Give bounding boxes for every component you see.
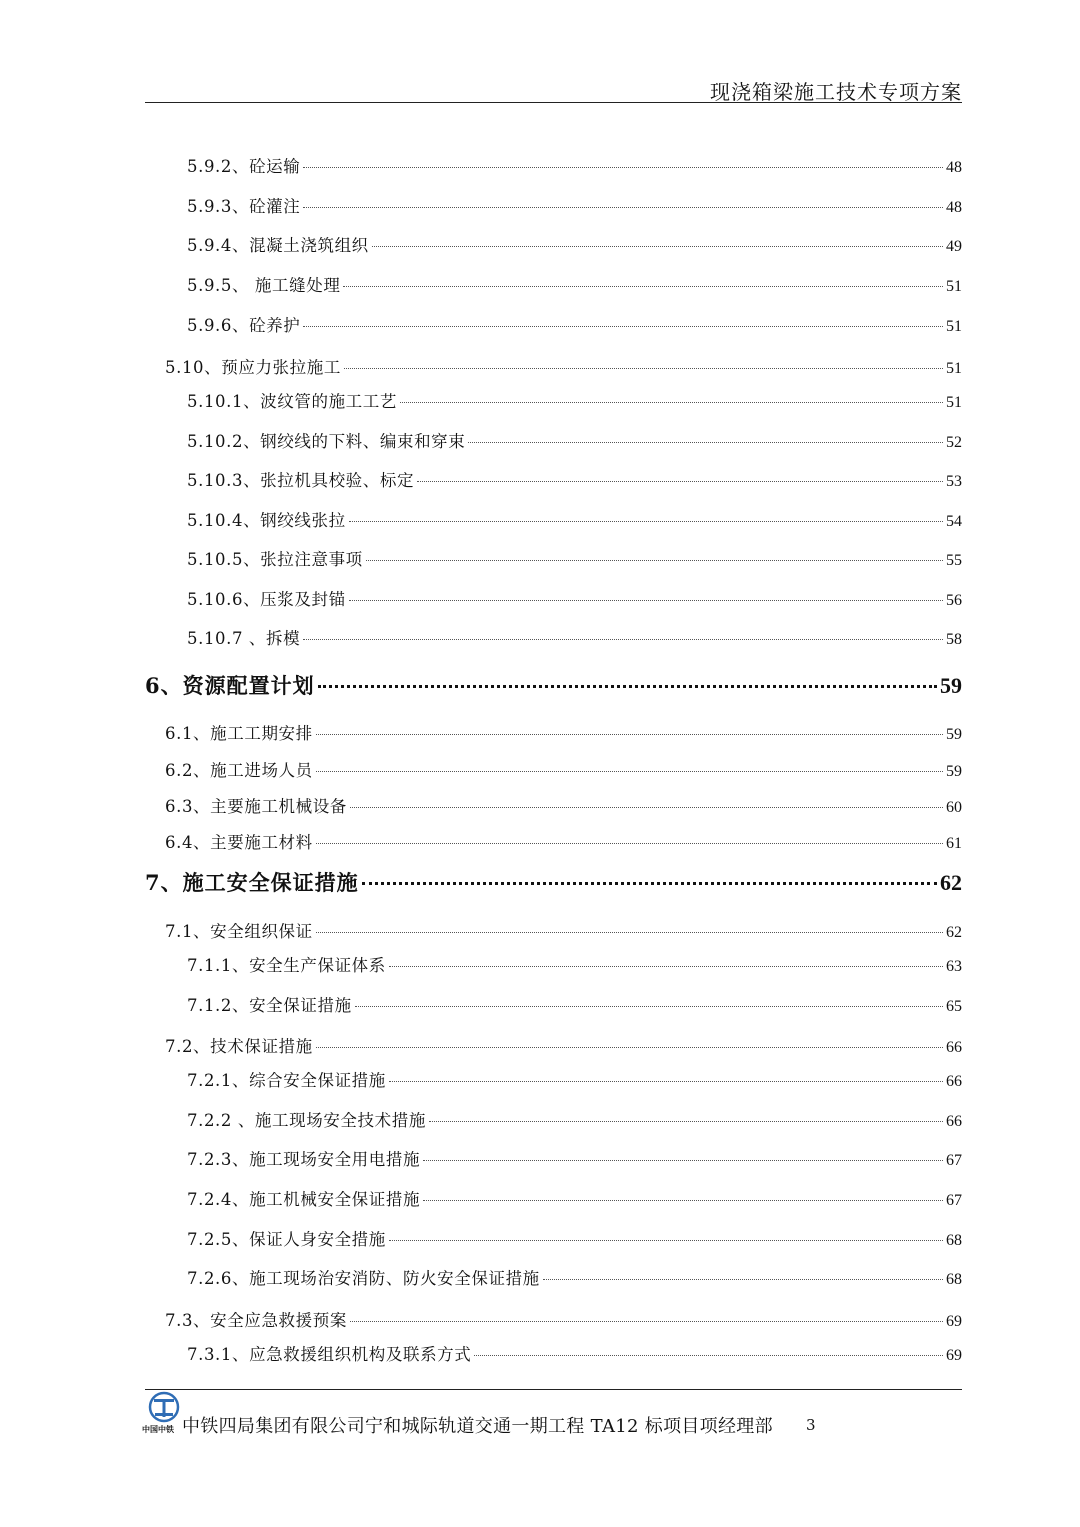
toc-entry[interactable] bbox=[187, 1186, 962, 1210]
toc-entry-page: 69 bbox=[946, 1347, 962, 1364]
toc-entry-label: 5.10、预应力张拉施工 bbox=[165, 358, 341, 377]
toc-entry-label: 5.10.3、张拉机具校验、标定 bbox=[187, 471, 415, 490]
toc-entry-label: 7.2、技术保证措施 bbox=[165, 1037, 313, 1056]
toc-entry-page: 59 bbox=[940, 673, 962, 698]
toc-entry-page: 55 bbox=[946, 552, 962, 569]
header-divider bbox=[145, 102, 962, 103]
toc-entry-label: 7.2.1、综合安全保证措施 bbox=[187, 1071, 386, 1090]
dot-leader bbox=[316, 1047, 943, 1048]
dot-leader bbox=[303, 207, 943, 208]
toc-entry-label: 7.2.6、施工现场治安消防、防火安全保证措施 bbox=[187, 1269, 540, 1288]
toc-entry-label: 7.2.3、施工现场安全用电措施 bbox=[187, 1150, 421, 1169]
toc-entry-page: 49 bbox=[946, 238, 962, 255]
dot-leader bbox=[417, 481, 943, 482]
toc-entry-page: 48 bbox=[946, 159, 962, 176]
toc-entry-label: 5.10.7 、拆模 bbox=[187, 629, 301, 648]
toc-entry-page: 51 bbox=[946, 394, 962, 411]
dot-leader bbox=[389, 1240, 943, 1241]
toc-entry[interactable] bbox=[187, 1341, 962, 1365]
toc-entry-page: 67 bbox=[946, 1152, 962, 1169]
toc-chapter-entry[interactable] bbox=[145, 867, 962, 897]
toc-entry-page: 61 bbox=[946, 835, 962, 852]
dot-leader bbox=[350, 1321, 943, 1322]
toc-entry-label: 5.10.1、波纹管的施工工艺 bbox=[187, 392, 397, 411]
toc-entry-page: 51 bbox=[946, 318, 962, 335]
dot-leader bbox=[303, 639, 943, 640]
toc-entry-label: 5.9.3、砼灌注 bbox=[187, 197, 301, 216]
dot-leader bbox=[429, 1121, 943, 1122]
toc-chapter-entry[interactable] bbox=[145, 670, 962, 700]
toc-entry-label: 7.2.4、施工机械安全保证措施 bbox=[187, 1190, 421, 1209]
toc-entry[interactable] bbox=[187, 1107, 962, 1131]
toc-entry-page: 48 bbox=[946, 199, 962, 216]
footer-divider bbox=[145, 1389, 962, 1390]
toc-entry-label: 5.9.4、混凝土浇筑组织 bbox=[187, 236, 369, 255]
dot-leader bbox=[316, 843, 943, 844]
toc-entry-label: 5.9.6、砼养护 bbox=[187, 316, 301, 335]
toc-entry-label: 7.3.1、应急救援组织机构及联系方式 bbox=[187, 1345, 472, 1364]
toc-entry-page: 66 bbox=[946, 1039, 962, 1056]
toc-entry[interactable] bbox=[187, 232, 962, 256]
dot-leader bbox=[318, 685, 937, 688]
dot-leader bbox=[316, 771, 943, 772]
toc-entry[interactable] bbox=[187, 272, 962, 296]
toc-entry-page: 68 bbox=[946, 1271, 962, 1288]
dot-leader bbox=[474, 1355, 943, 1356]
toc-entry[interactable] bbox=[187, 1067, 962, 1091]
dot-leader bbox=[343, 286, 943, 287]
toc-entry[interactable] bbox=[187, 1265, 962, 1289]
toc-entry-page: 56 bbox=[946, 592, 962, 609]
toc-entry-page: 51 bbox=[946, 360, 962, 377]
toc-entry[interactable] bbox=[165, 1307, 962, 1331]
toc-entry[interactable] bbox=[187, 428, 962, 452]
toc-entry[interactable] bbox=[187, 388, 962, 412]
toc-entry[interactable] bbox=[187, 193, 962, 217]
toc-entry[interactable] bbox=[187, 1146, 962, 1170]
toc-entry-label: 5.10.5、张拉注意事项 bbox=[187, 550, 363, 569]
toc-entry-page: 62 bbox=[940, 870, 962, 895]
toc-entry-page: 66 bbox=[946, 1073, 962, 1090]
toc-entry-label: 7.1、安全组织保证 bbox=[165, 922, 313, 941]
toc-entry-page: 63 bbox=[946, 958, 962, 975]
dot-leader bbox=[362, 882, 937, 885]
dot-leader bbox=[468, 442, 943, 443]
toc-entry-page: 52 bbox=[946, 434, 962, 451]
dot-leader bbox=[372, 246, 943, 247]
dot-leader bbox=[366, 560, 943, 561]
toc-entry[interactable] bbox=[187, 992, 962, 1016]
page-number: 3 bbox=[806, 1416, 816, 1434]
toc-entry[interactable] bbox=[165, 829, 962, 853]
dot-leader bbox=[543, 1279, 943, 1280]
logo-caption: 中国中铁 bbox=[142, 1425, 174, 1434]
toc-entry[interactable] bbox=[165, 1033, 962, 1057]
toc-entry[interactable] bbox=[165, 720, 962, 744]
dot-leader bbox=[423, 1160, 943, 1161]
toc-entry[interactable] bbox=[165, 793, 962, 817]
toc-entry[interactable] bbox=[165, 918, 962, 942]
toc-entry[interactable] bbox=[165, 354, 962, 378]
toc-entry-label: 7.1.1、安全生产保证体系 bbox=[187, 956, 386, 975]
toc-entry-page: 67 bbox=[946, 1192, 962, 1209]
toc-entry-page: 54 bbox=[946, 513, 962, 530]
dot-leader bbox=[400, 402, 943, 403]
footer-organization: 中铁四局集团有限公司宁和城际轨道交通一期工程 TA12 标项目项经理部 bbox=[182, 1416, 773, 1437]
toc-entry-label: 7、施工安全保证措施 bbox=[145, 870, 359, 895]
dot-leader bbox=[389, 966, 943, 967]
toc-entry-label: 6.4、主要施工材料 bbox=[165, 833, 313, 852]
toc-entry[interactable] bbox=[187, 312, 962, 336]
toc-entry-label: 5.10.6、压浆及封锚 bbox=[187, 590, 346, 609]
toc-entry[interactable] bbox=[187, 625, 962, 649]
toc-entry[interactable] bbox=[187, 1226, 962, 1250]
page-header-title: 现浇箱梁施工技术专项方案 bbox=[710, 80, 962, 104]
toc-entry-label: 5.10.2、钢绞线的下料、编束和穿束 bbox=[187, 432, 466, 451]
dot-leader bbox=[303, 326, 943, 327]
toc-entry-page: 60 bbox=[946, 799, 962, 816]
dot-leader bbox=[389, 1081, 943, 1082]
toc-entry[interactable] bbox=[187, 952, 962, 976]
toc-entry-label: 7.3、安全应急救援预案 bbox=[165, 1311, 347, 1330]
dot-leader bbox=[350, 807, 943, 808]
toc-entry-label: 7.1.2、安全保证措施 bbox=[187, 996, 352, 1015]
dot-leader bbox=[349, 600, 943, 601]
toc-entry-label: 7.2.5、保证人身安全措施 bbox=[187, 1230, 386, 1249]
toc-entry-page: 69 bbox=[946, 1313, 962, 1330]
dot-leader bbox=[349, 521, 943, 522]
dot-leader bbox=[316, 932, 943, 933]
toc-entry-label: 6.1、施工工期安排 bbox=[165, 724, 313, 743]
toc-entry-page: 53 bbox=[946, 473, 962, 490]
dot-leader bbox=[303, 167, 943, 168]
toc-entry[interactable] bbox=[187, 586, 962, 610]
toc-entry[interactable] bbox=[187, 467, 962, 491]
dot-leader bbox=[355, 1006, 943, 1007]
toc-entry-label: 6.3、主要施工机械设备 bbox=[165, 797, 347, 816]
toc-entry-page: 62 bbox=[946, 924, 962, 941]
crec-logo-icon bbox=[146, 1390, 182, 1426]
toc-entry[interactable] bbox=[187, 507, 962, 531]
toc-entry[interactable] bbox=[187, 153, 962, 177]
toc-entry-label: 5.9.2、砼运输 bbox=[187, 157, 301, 176]
dot-leader bbox=[316, 734, 943, 735]
toc-entry-label: 6.2、施工进场人员 bbox=[165, 761, 313, 780]
toc-entry-page: 66 bbox=[946, 1113, 962, 1130]
toc-entry-label: 5.10.4、钢绞线张拉 bbox=[187, 511, 346, 530]
toc-entry-label: 6、资源配置计划 bbox=[145, 673, 315, 698]
toc-entry[interactable] bbox=[165, 757, 962, 781]
toc-entry-page: 51 bbox=[946, 278, 962, 295]
dot-leader bbox=[344, 368, 943, 369]
dot-leader bbox=[423, 1200, 943, 1201]
toc-entry-label: 7.2.2 、施工现场安全技术措施 bbox=[187, 1111, 426, 1130]
toc-entry-page: 59 bbox=[946, 726, 962, 743]
toc-entry-page: 68 bbox=[946, 1232, 962, 1249]
toc-entry-page: 65 bbox=[946, 998, 962, 1015]
toc-entry-page: 59 bbox=[946, 763, 962, 780]
toc-entry-label: 5.9.5、 施工缝处理 bbox=[187, 276, 341, 295]
toc-entry[interactable] bbox=[187, 546, 962, 570]
toc-entry-page: 58 bbox=[946, 631, 962, 648]
